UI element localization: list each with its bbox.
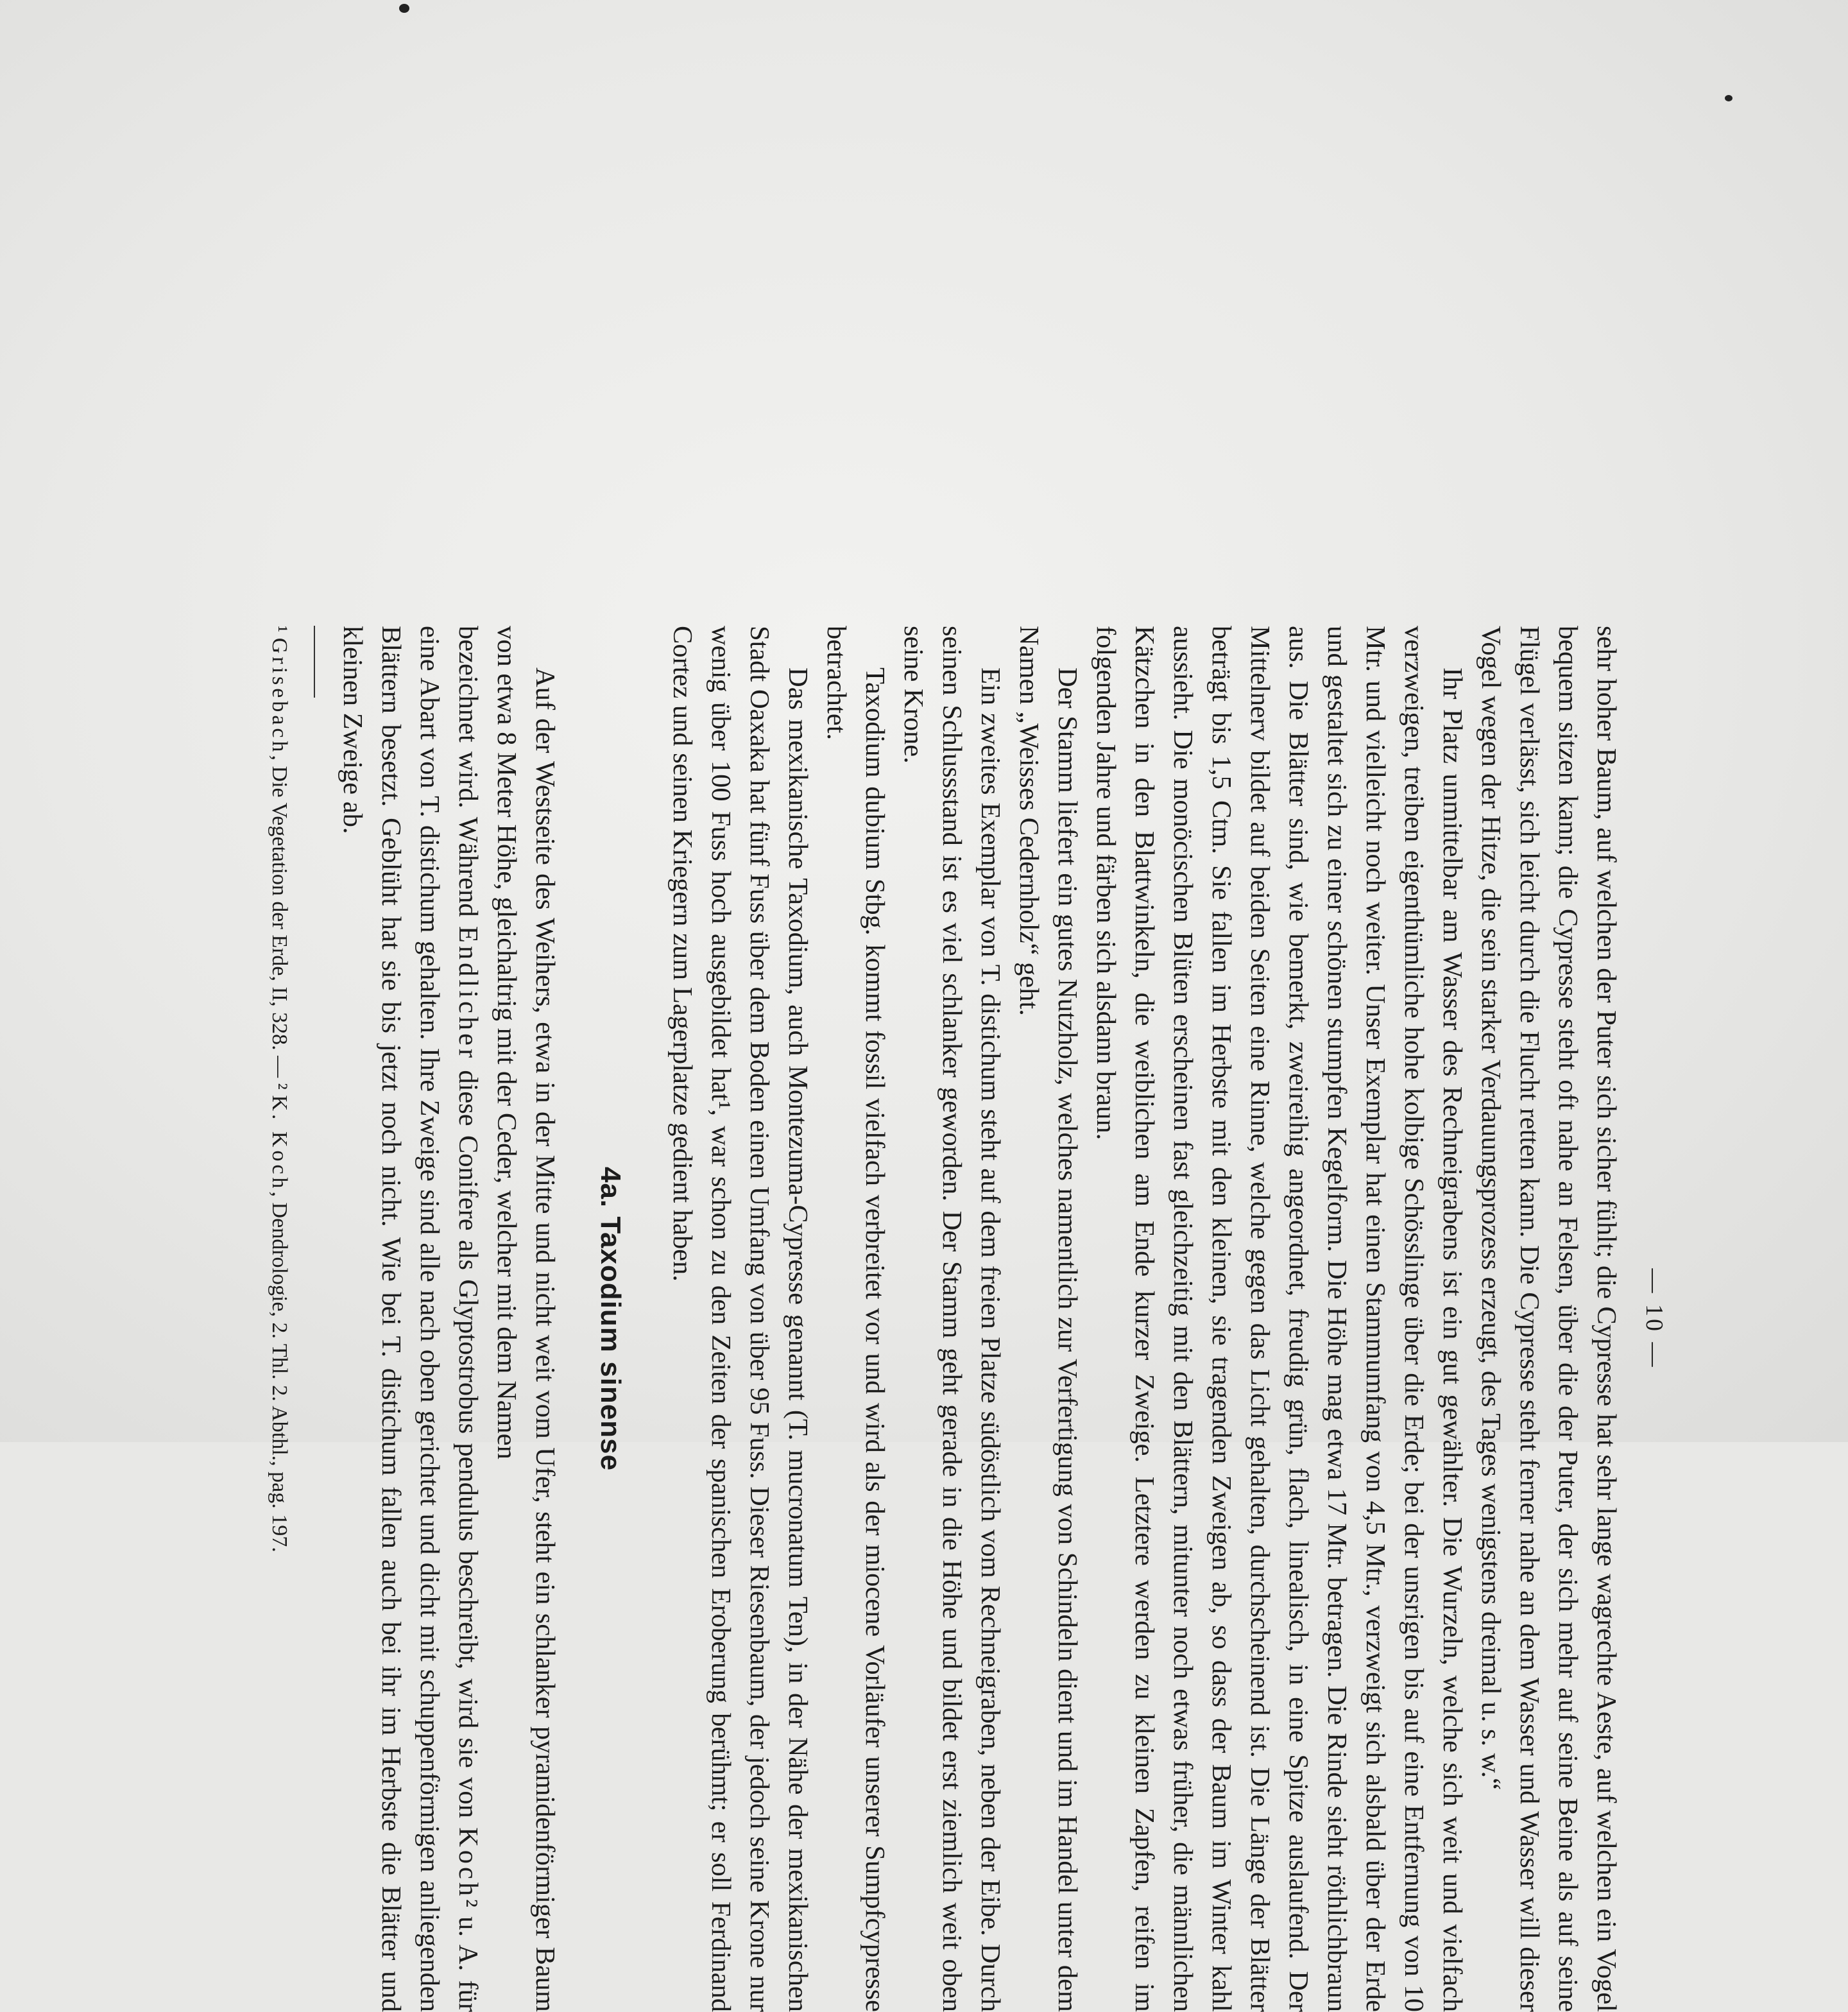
footnote-text: , Die Vegetation der Erde, II, 328. — ²: [268, 755, 291, 1096]
footnote-author: K. Koch: [268, 1095, 291, 1192]
footnote-divider: [314, 626, 315, 698]
footnote-author: Grisebach: [268, 637, 291, 755]
paragraph: Der Stamm liefert ein gutes Nutzholz, welches namentlich zur Verfertigung von Schindeln dient und im Handel unter dem Namen „Weisses Cedernholz“ geht.: [1014, 626, 1082, 2012]
body-text: [265, 626, 1625, 2012]
paragraph-text: ² u. A. für eine Abart von T. distichum gehalten. Ihre Zweige sind alle nach oben gerichtet und dicht mit schuppenförmigen anliegenden Blättern besetzt. Geblüht hat sie bis jetzt noch nicht. Wie bei T. distichum fallen auch bei ihr im Herbste die Blätter und kleinen Zweige ab.: [338, 626, 483, 2012]
author-name: Koch: [453, 1827, 483, 1900]
paragraph: sehr hoher Baum, auf welchen der Puter sich sicher fühlt; die Cypresse hat sehr lange wagrechte Aeste, auf welchen ein Vogel bequem sitzen kann; die Cypresse steht oft nahe an Felsen, über die der Puter, der sich mehr auf seine Beine als auf seine Flügel verlässt, sich leicht durch die Flucht retten kann. Die Cypresse steht ferner nahe an dem Wasser und Wasser will dieser Vogel wegen der Hitze, die sein starker Verdauungsprozess erzeugt, des Tages wenigstens dreimal u. s. w.“: [1476, 626, 1621, 2012]
ink-speck: [399, 4, 409, 13]
page-number: — 10 —: [1641, 1268, 1668, 1370]
paragraph-text: bezeichnet wird. Während: [453, 626, 483, 926]
ink-speck: [1725, 95, 1733, 101]
rotated-text-block: [215, 626, 1668, 2012]
paragraph: Ein zweites Exemplar von T. distichum steht auf dem freien Platze südöstlich vom Rechneigraben, neben der Eibe. Durch seinen Schlussstand ist es viel schlanker geworden. Der Stamm geht gerade in die Höhe und bildet erst ziemlich weit oben seine Krone.: [898, 626, 1005, 2012]
footnote-marker: ¹: [268, 626, 291, 638]
paragraph: Auf der Westseite des Weihers, etwa in der Mitte und nicht weit vom Ufer, steht ein schlanker pyramidenförmiger Baum von etwa 8 Meter Höhe, gleichaltrig mit der Ceder, welcher mit dem Namen: [492, 626, 560, 2012]
footnotes: [265, 626, 293, 2012]
paragraph: Ihr Platz unmittelbar am Wasser des Rechneigrabens ist ein gut gewählter. Die Wurzeln, welche sich weit und vielfach verzweigen, treiben eigenthümliche hohe kolbige Schösslinge über die Erde; bei der unsrigen bis auf eine Entfernung von 10 Mtr. und vielleicht noch weiter. Unser Exemplar hat einen Stammumfang von 4,5 Mtr., verzweigt sich alsbald über der Erde und gestaltet sich zu einer schönen stumpfen Kegelform. Die Höhe mag etwa 17 Mtr. betragen. Die Rinde sieht röthlichbraun aus. Die Blätter sind, wie bemerkt, zweireihig angeordnet, freudig grün, flach, linealisch, in eine Spitze auslaufend. Der Mittelnerv bildet auf beiden Seiten eine Rinne, welche gegen das Licht gehalten, durchscheinend ist. Die Länge der Blätter beträgt bis 1,5 Ctm. Sie fallen im Herbste mit den kleinen, sie tragenden Zweigen ab, so dass der Baum im Winter kahl aussieht. Die monöcischen Blüten erscheinen fast gleichzeitig mit den Blättern, mitunter noch etwas früher, die männlichen Kätzchen in den Blattwinkeln, die weiblichen am Ende kurzer Zweige. Letztere werden zu kleinen Zapfen, reifen im folgenden Jahre und färben sich alsdann braun.: [1091, 626, 1467, 2012]
paragraph-text: diese Conifere als Glyptostrobus pendulus beschreibt, wird sie von: [453, 1061, 483, 1828]
author-name: Endlicher: [453, 925, 483, 1062]
paragraph: Das mexikanische Taxodium, auch Montezuma-Cypresse genannt (T. mucronatum Ten), in der Nähe der mexikanischen Stadt Oaxaka hat fünf Fuss über dem Boden einen Umfang von über 95 Fuss. Dieser Riesenbaum, der jedoch seine Krone nur wenig über 100 Fuss hoch ausgebildet hat¹, war schon zu den Zeiten der spanischen Eroberung berühmt; er soll Ferdinand Cortez und seinen Kriegern zum Lagerplatze gedient haben.: [667, 626, 813, 2012]
footnote-text: , Dendrologie, 2. Thl. 2. Abthl., pag. 197.: [268, 1191, 291, 1552]
paragraph: [333, 626, 487, 2012]
paragraph: Taxodium dubium Stbg. kommt fossil vielfach verbreitet vor und wird als der miocene Vorläufer unserer Sumpfcypresse betrachtet.: [821, 626, 890, 2012]
section-heading: 4a. Taxodium sinense: [595, 1166, 626, 1471]
